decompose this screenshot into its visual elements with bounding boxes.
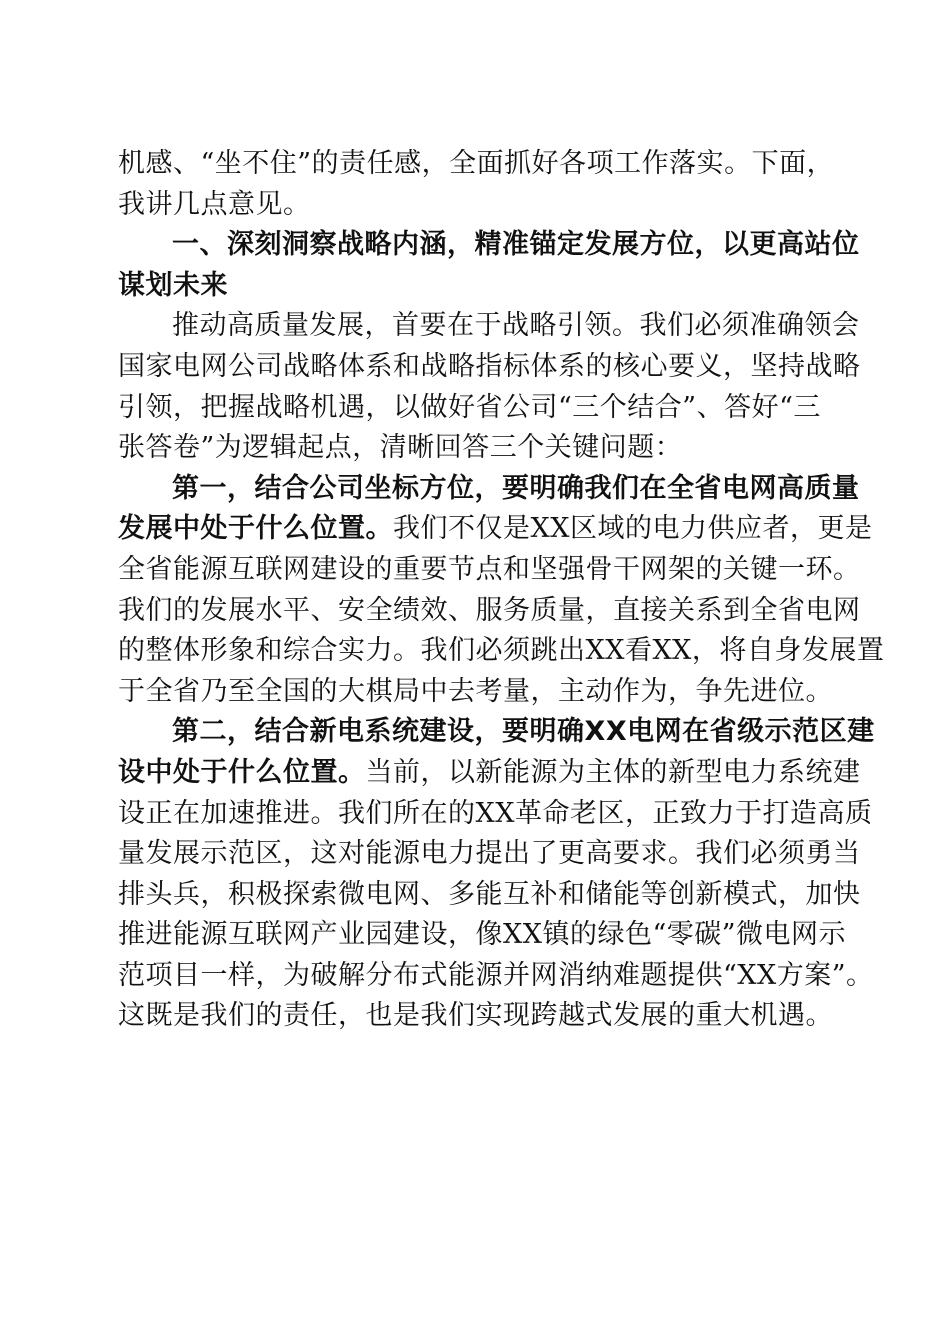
text-line: 范项目一样，为破解分布式能源并网消纳难题提供“XX方案”。 (118, 959, 874, 991)
paragraph-intro (118, 306, 861, 468)
text-line: 我讲几点意见。 (118, 188, 311, 220)
point-title-line: 发展中处于什么位置。 (118, 513, 393, 545)
text-line: 这既是我们的责任，也是我们实现跨越式发展的重大机遇。 (118, 1000, 833, 1032)
text-line: 排头兵，积极探索微电网、多能互补和储能等创新模式，加快 (118, 878, 861, 910)
text-line: 机感、“坐不住”的责任感，全面抓好各项工作落实。下面， (118, 148, 835, 179)
point-title-line: 第一，结合公司坐标方位，要明确我们在全省电网高质量 (172, 472, 860, 504)
section-heading (118, 225, 860, 306)
text-line: 推动高质量发展，首要在于战略引领。我们必须准确领会 (172, 310, 860, 342)
text-line: 的整体形象和综合实力。我们必须跳出XX看XX，将自身发展置 (118, 635, 885, 667)
point-title-line: 设中处于什么位置。 (118, 756, 366, 788)
point-title-line: 第二，结合新电系统建设，要明确XX电网在省级示范区建 (172, 716, 875, 748)
paragraph-point-two (118, 712, 875, 1037)
text-line: 我们的发展水平、安全绩效、服务质量，直接关系到全省电网 (118, 594, 861, 626)
text-line: 设正在加速推进。我们所在的XX革命老区，正致力于打造高质 (118, 797, 873, 829)
heading-line: 谋划未来 (118, 269, 228, 301)
document-body (118, 144, 885, 1037)
text-line (118, 753, 861, 794)
text-line: 量发展示范区，这对能源电力提出了更高要求。我们必须勇当 (118, 838, 861, 870)
paragraph-point-one (118, 469, 885, 713)
text-line: 全省能源互联网建设的重要节点和坚强骨干网架的关键一环。 (118, 553, 861, 585)
text-line (118, 509, 873, 550)
paragraph-continuation (118, 144, 835, 225)
text-line: 推进能源互联网产业园建设，像XX镇的绿色“零碳”微电网示 (118, 919, 847, 951)
text-line: 张答卷”为逻辑起点，清晰回答三个关键问题： (118, 432, 683, 464)
text-line: 引领，把握战略机遇，以做好省公司“三个结合”、答好“三 (118, 391, 821, 423)
text-run: 当前，以新能源为主体的新型电力系统建 (365, 756, 861, 788)
heading-line: 一、深刻洞察战略内涵，精准锚定发展方位，以更高站位 (172, 229, 860, 261)
text-run: 我们不仅是XX区域的电力供应者，更是 (393, 513, 873, 545)
text-line: 国家电网公司战略体系和战略指标体系的核心要义，坚持战略 (118, 350, 861, 382)
text-line: 于全省乃至全国的大棋局中去考量，主动作为，争先进位。 (118, 675, 833, 707)
